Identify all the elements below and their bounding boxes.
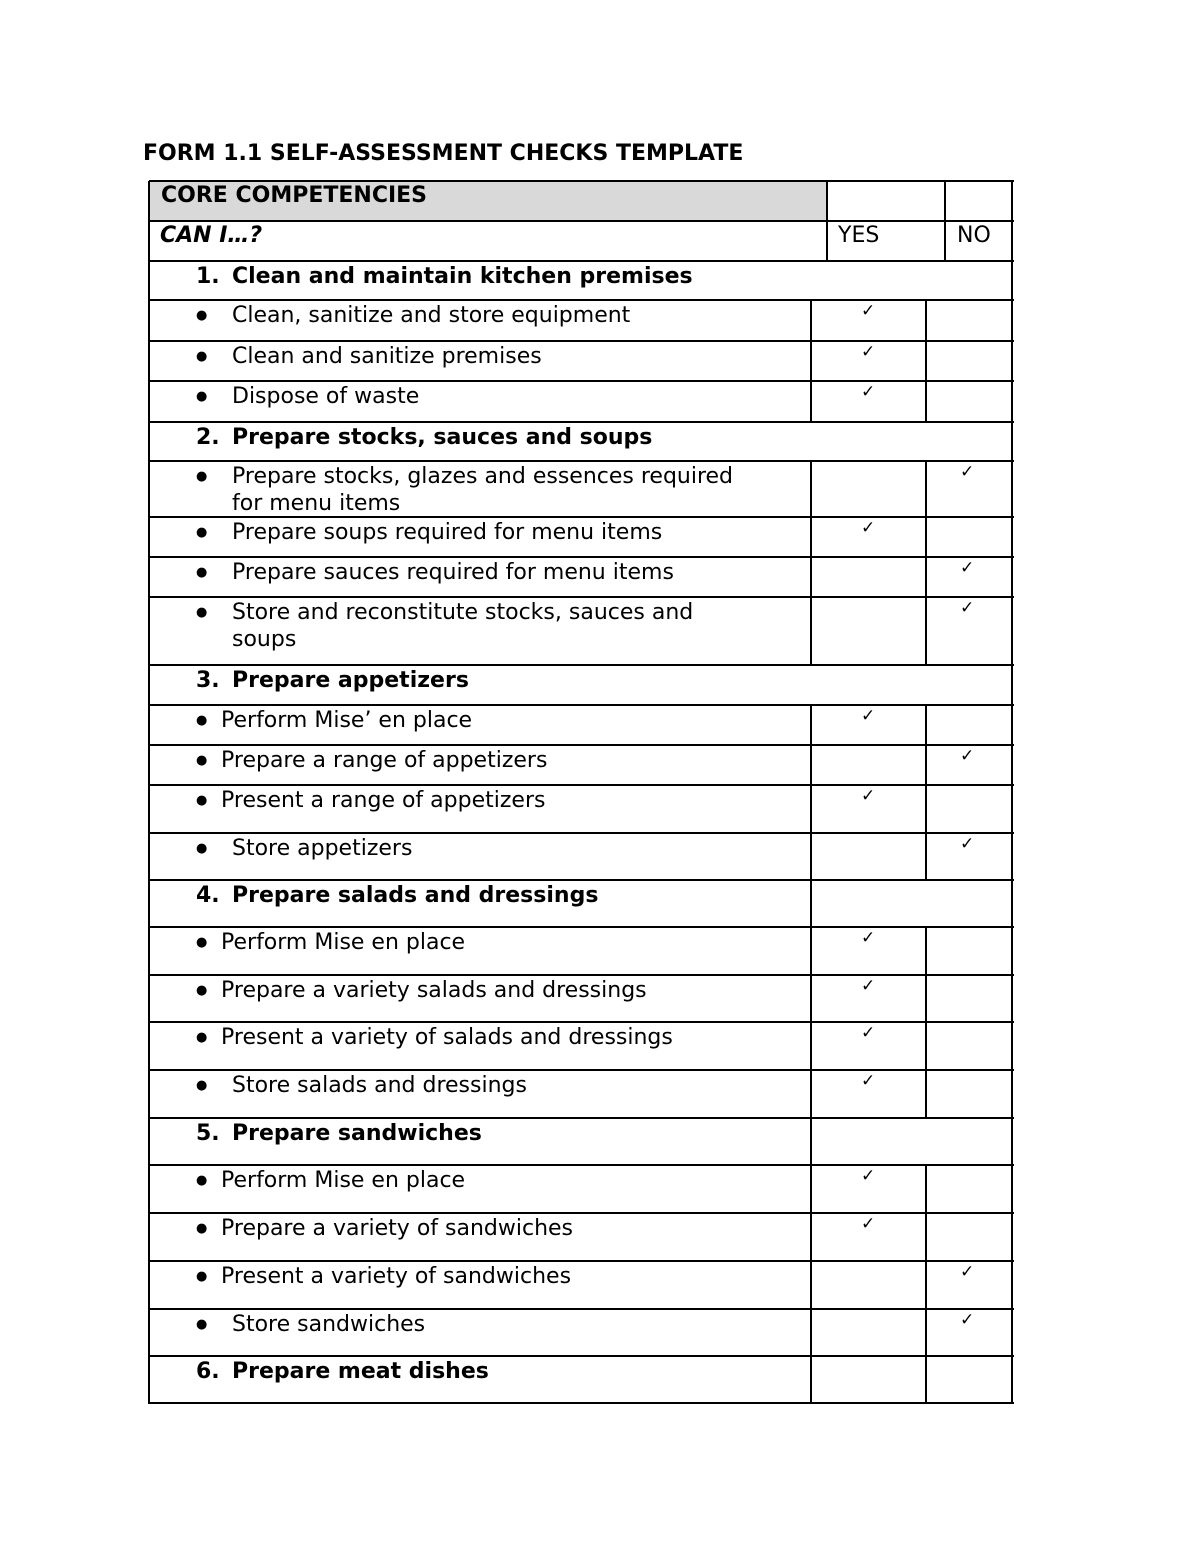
bullet-icon: ● — [196, 713, 208, 728]
table-rule — [925, 341, 927, 381]
competency-text: Prepare a variety salads and dressings — [221, 978, 647, 1003]
bullet-icon: ● — [196, 349, 208, 364]
section-number: 4. — [196, 883, 220, 908]
table-rule — [925, 833, 927, 880]
table-rule — [810, 1165, 812, 1213]
table-rule — [810, 557, 812, 597]
section-number: 3. — [196, 668, 220, 693]
checkmark-icon: ✓ — [861, 518, 876, 538]
bullet-icon: ● — [196, 525, 208, 540]
bullet-icon: ● — [196, 1173, 208, 1188]
table-rule — [826, 181, 828, 261]
checkmark-icon: ✓ — [861, 301, 876, 321]
competency-text: Perform Mise en place — [221, 1168, 466, 1193]
table-rule — [810, 1070, 812, 1118]
table-rule — [149, 784, 1014, 786]
bullet-icon: ● — [196, 793, 208, 808]
table-rule — [810, 341, 812, 381]
checkmark-icon: ✓ — [960, 558, 975, 578]
checkmark-icon: ✓ — [861, 1214, 876, 1234]
table-rule — [149, 704, 1014, 706]
bullet-icon: ● — [196, 308, 208, 323]
checkmark-icon: ✓ — [960, 598, 975, 618]
competency-text: Store sandwiches — [232, 1312, 426, 1337]
table-rule — [149, 340, 1014, 342]
competency-text: Prepare soups required for menu items — [232, 520, 663, 545]
table-rule — [810, 381, 812, 422]
table-rule — [925, 1022, 927, 1070]
section-number: 5. — [196, 1121, 220, 1146]
competency-text: Store appetizers — [232, 836, 413, 861]
checkmark-icon: ✓ — [861, 1071, 876, 1091]
section-number: 1. — [196, 264, 220, 289]
competency-text: Prepare a variety of sandwiches — [221, 1216, 574, 1241]
table-rule — [149, 1069, 1014, 1071]
competency-text: Prepare sauces required for menu items — [232, 560, 674, 585]
table-rule — [810, 880, 812, 927]
table-rule — [148, 181, 150, 1404]
table-rule — [925, 597, 927, 665]
competency-text: Perform Mise’ en place — [221, 708, 473, 733]
checkmark-icon: ✓ — [861, 1166, 876, 1186]
table-rule — [810, 1022, 812, 1070]
table-rule — [149, 926, 1014, 928]
table-rule — [149, 1212, 1014, 1214]
table-rule — [810, 1261, 812, 1309]
bullet-icon: ● — [196, 389, 208, 404]
competency-text: Perform Mise en place — [221, 930, 466, 955]
table-rule — [810, 833, 812, 880]
bullet-icon: ● — [196, 935, 208, 950]
table-rule — [149, 1402, 1014, 1404]
checkmark-icon: ✓ — [861, 928, 876, 948]
no-column-header: NO — [957, 223, 991, 248]
section-title: Prepare salads and dressings — [232, 883, 599, 908]
competency-text: Present a range of appetizers — [221, 788, 546, 813]
table-rule — [149, 1164, 1014, 1166]
checkmark-icon: ✓ — [861, 976, 876, 996]
table-rule — [925, 300, 927, 341]
table-rule — [810, 461, 812, 517]
table-rule — [149, 832, 1014, 834]
can-i-heading: CAN I…? — [160, 223, 263, 248]
core-competencies-heading: CORE COMPETENCIES — [161, 183, 428, 208]
table-rule — [810, 705, 812, 745]
table-rule — [810, 1309, 812, 1356]
table-rule — [810, 597, 812, 665]
checkmark-icon: ✓ — [861, 342, 876, 362]
bullet-icon: ● — [196, 1078, 208, 1093]
section-title: Prepare stocks, sauces and soups — [232, 425, 653, 450]
table-rule — [149, 744, 1014, 746]
table-rule — [149, 556, 1014, 558]
table-rule — [925, 927, 927, 975]
bullet-icon: ● — [196, 983, 208, 998]
table-rule — [810, 1356, 812, 1403]
checkmark-icon: ✓ — [960, 1310, 975, 1330]
section-title: Clean and maintain kitchen premises — [232, 264, 693, 289]
table-rule — [925, 1165, 927, 1213]
table-rule — [149, 299, 1014, 301]
table-rule — [925, 1213, 927, 1261]
competency-text: Prepare stocks, glazes and essences required — [232, 464, 734, 489]
table-rule — [925, 1070, 927, 1118]
bullet-icon: ● — [196, 753, 208, 768]
table-rule — [149, 1021, 1014, 1023]
section-title: Prepare appetizers — [232, 668, 469, 693]
bullet-icon: ● — [196, 841, 208, 856]
table-rule — [925, 517, 927, 557]
competency-text: Prepare a range of appetizers — [221, 748, 548, 773]
section-title: Prepare sandwiches — [232, 1121, 482, 1146]
yes-column-header: YES — [838, 223, 880, 248]
table-rule — [149, 260, 1014, 262]
bullet-icon: ● — [196, 1030, 208, 1045]
checkmark-icon: ✓ — [960, 1262, 975, 1282]
form-title: FORM 1.1 SELF-ASSESSMENT CHECKS TEMPLATE — [143, 141, 744, 166]
table-rule — [925, 785, 927, 833]
section-number: 2. — [196, 425, 220, 450]
table-rule — [149, 380, 1014, 382]
table-rule — [925, 1309, 927, 1356]
table-rule — [149, 1308, 1014, 1310]
table-rule — [925, 705, 927, 745]
competency-text: Clean, sanitize and store equipment — [232, 303, 631, 328]
table-rule — [149, 1260, 1014, 1262]
bullet-icon: ● — [196, 1221, 208, 1236]
table-rule — [925, 1261, 927, 1309]
competency-text: Present a variety of sandwiches — [221, 1264, 572, 1289]
bullet-icon: ● — [196, 565, 208, 580]
table-rule — [925, 745, 927, 785]
table-rule — [149, 1117, 1014, 1119]
checkmark-icon: ✓ — [861, 786, 876, 806]
competency-text: Store and reconstitute stocks, sauces and — [232, 600, 694, 625]
table-rule — [925, 461, 927, 517]
table-rule — [149, 421, 1014, 423]
bullet-icon: ● — [196, 605, 208, 620]
table-rule — [810, 785, 812, 833]
competency-text: Store salads and dressings — [232, 1073, 527, 1098]
checkmark-icon: ✓ — [960, 462, 975, 482]
checkmark-icon: ✓ — [861, 1023, 876, 1043]
table-rule — [810, 517, 812, 557]
table-rule — [810, 1118, 812, 1165]
table-rule — [810, 975, 812, 1022]
table-rule — [810, 927, 812, 975]
bullet-icon: ● — [196, 1317, 208, 1332]
table-rule — [810, 1213, 812, 1261]
checkmark-icon: ✓ — [960, 834, 975, 854]
table-rule — [1011, 181, 1013, 1404]
table-rule — [149, 596, 1014, 598]
table-rule — [925, 557, 927, 597]
checkmark-icon: ✓ — [960, 746, 975, 766]
checkmark-icon: ✓ — [861, 382, 876, 402]
competency-text: Present a variety of salads and dressings — [221, 1025, 673, 1050]
table-rule — [149, 664, 1014, 666]
table-rule — [925, 1356, 927, 1403]
bullet-icon: ● — [196, 1269, 208, 1284]
section-title: Prepare meat dishes — [232, 1359, 489, 1384]
competency-text-cont: soups — [232, 627, 297, 652]
table-rule — [149, 879, 1014, 881]
table-rule — [149, 974, 1014, 976]
table-rule — [810, 300, 812, 341]
competency-text-cont: for menu items — [232, 491, 401, 516]
checkmark-icon: ✓ — [861, 706, 876, 726]
table-rule — [810, 745, 812, 785]
table-rule — [149, 1355, 1014, 1357]
table-rule — [925, 381, 927, 422]
section-number: 6. — [196, 1359, 220, 1384]
table-rule — [925, 975, 927, 1022]
table-rule — [944, 181, 946, 261]
competency-text: Clean and sanitize premises — [232, 344, 542, 369]
competency-text: Dispose of waste — [232, 384, 420, 409]
bullet-icon: ● — [196, 469, 208, 484]
table-rule — [149, 220, 1014, 222]
table-rule — [149, 460, 1014, 462]
